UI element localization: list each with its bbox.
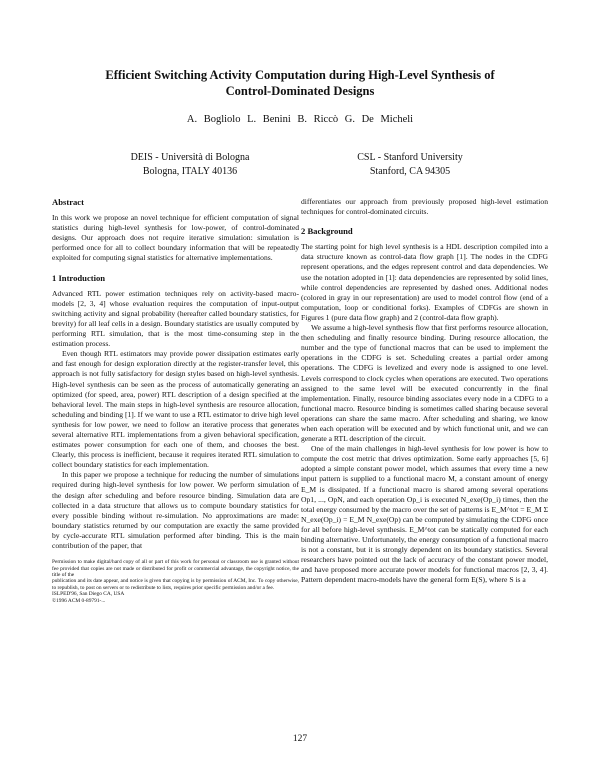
background-heading: 2 Background bbox=[301, 226, 353, 237]
footnote-line-4: ©1996 ACM 0-89791-... bbox=[52, 597, 106, 604]
affiliation-stanford-line-1: CSL - Stanford University bbox=[357, 152, 463, 163]
footnote-line-3: ISLPED'96, San Diego CA, USA bbox=[52, 591, 125, 598]
abstract-heading: Abstract bbox=[52, 197, 84, 207]
affiliation-bologna-line-1: DEIS - Università di Bologna bbox=[130, 152, 250, 163]
affiliation-stanford bbox=[300, 151, 520, 179]
continuation-text: differentiates our approach from previously proposed high-level estimation techniques for control-dominated circuits. bbox=[301, 197, 548, 217]
paper-title bbox=[60, 67, 540, 99]
copyright-footnote bbox=[52, 559, 299, 604]
title-line-2: Control-Dominated Designs bbox=[225, 84, 375, 98]
background-paragraph-2: We assume a high-level synthesis flow that first performs resource allocation, then scheduling and finally resource binding. During resource allocation, the number and the type of functional macros that can be used to implement the operations in the CDFG is set. Scheduling creates a partial order among operations. The CDFG is levelized and every node is assigned to one level. Levels correspond to clock cycles when operations are executed. Two operations assigned to the same level will be executed concurrently in the final implementation. Finally, resource binding associates every node in a CDFG to a functional macro. Resource binding is sometimes called sharing because several operations can share the same macro. After scheduling and sharing, we know when each operation will be executed and by which functional unit, and we can generate a RTL description of the circuit. bbox=[301, 323, 548, 444]
abstract-text: In this work we propose an novel technique for efficient computation of signal statistics during high-level synthesis for low-power, of control-dominated designs. Our approach does not require iterative simulation: simulation is performed once for all to collect boundary information that will be repeatedly exploited for computing signal statistics for alternative implementations. bbox=[52, 213, 299, 263]
page-number: 127 bbox=[292, 734, 308, 744]
right-column bbox=[301, 197, 548, 585]
background-paragraph-3: One of the main challenges in high-level synthesis for low power is how to compute the cost metric that drives optimization. Some early approaches [5, 6] adopted a simple constant power model, which assumes that every time a new input pattern is supplied to a functional macro M, a constant amount of energy E_M is dissipated. If a functional macro is shared among several operations Op1, ..., OpN, and each operation Op_i is executed N_exe(Op_i) times, then the total energy consumed by the macro over the set of patterns is E_M^tot = E_M Σ N_exe(Op_i) = E_M N_exe(Op) can be computed by simulating the CDFG once for all before high-level synthesis. E_M^tot can be statically computed for each binding alternative. Unfortunately, the energy consumption of a functional macro is not a constant, but it is strongly dependent on its boundary statistics. Several researchers have pointed out the lack of accuracy of the constant power model, and have proposed more accurate power models for functional macros [2, 3, 4]. Pattern dependent macro-models have the general form E(S), where S is a bbox=[301, 444, 548, 585]
left-column bbox=[52, 197, 299, 604]
introduction-heading: 1 Introduction bbox=[52, 272, 106, 283]
introduction-paragraph-2: Even though RTL estimators may provide power dissipation estimates early and fast enough for design exploration directly at the register-transfer level, this approach is not fully satisfactory for design styles based on high-level synthesis. High-level synthesis can be seen as the process of automatically generating an optimized (for speed, area, power) RTL description of a design specified at the behavioral level. The main steps in high-level synthesis are resource allocation, scheduling and binding [1]. If we want to use a RTL estimator to drive high level synthesis for low power, we need to follow an iterative process that generates several alternative RTL implementations from a given behavioral specification, estimates power consumption for each one of them, and chooses the best. Clearly, this process is inefficient, because it requires iterated RTL simulation to collect boundary statistics for each implementation. bbox=[52, 349, 299, 470]
author-list: A. Bogliolo L. Benini B. Riccò G. De Micheli bbox=[186, 114, 414, 125]
affiliation-bologna bbox=[80, 151, 300, 179]
introduction-paragraph-1: Advanced RTL power estimation techniques rely on activity-based macro-models [2, 3, 4] whose evaluation requires the computation of input-output switching activity and signal probability (hereafter called boundary statistics, for brevity) for all leaf cells in a design. Boundary statistics are usually computed by performing RTL simulation, that is the most time-consuming step in the estimation process. bbox=[52, 288, 299, 349]
introduction-paragraph-3: In this paper we propose a technique for reducing the number of simulations required during high-level synthesis for low power. We perform simulation of the design after scheduling and before resource binding. Simulation data are collected in a data structure that allows us to compute boundary statistics for every possible binding without re-simulation. No approximations are made: boundary statistics returned by our computation are exactly the same provided by cycle-accurate RTL simulation performed after binding. This is the main contribution of the paper, that bbox=[52, 470, 299, 550]
background-paragraph-1: The starting point for high level synthesis is a HDL description compiled into a data structure known as control-data flow graph [1]. The nodes in the CDFG represent operations, and the edges represent control and data dependencies. We use the notation adopted in [1]: data dependencies are represented by solid lines, while control dependencies are represented by dashed ones. Additional nodes (colored in gray in our representation) are used to model control flow (end of a computation, loop or conditional forks). Examples of CDFGs are shown in Figures 1 (pure data flow graph) and 2 (control-data flow graph). bbox=[301, 242, 548, 322]
affiliation-stanford-line-2: Stanford, CA 94305 bbox=[369, 166, 451, 177]
affiliation-bologna-line-2: Bologna, ITALY 40136 bbox=[142, 166, 238, 177]
footnote-line-1: Permission to make digital/hard copy of all or part of this work for personal or classroom use is granted without fee provided that copies are not made or distributed for profit or commercial advantage, the copyright notice, the title of the bbox=[52, 559, 299, 578]
title-line-1: Efficient Switching Activity Computation during High-Level Synthesis of bbox=[105, 68, 495, 82]
footnote-line-2: publication and its date appear, and notice is given that copying is by permission of ACM, Inc. To copy otherwise, to republish, to post on servers or to redistribute to lists, requires prior specific permission and/or a fee. bbox=[52, 578, 299, 591]
